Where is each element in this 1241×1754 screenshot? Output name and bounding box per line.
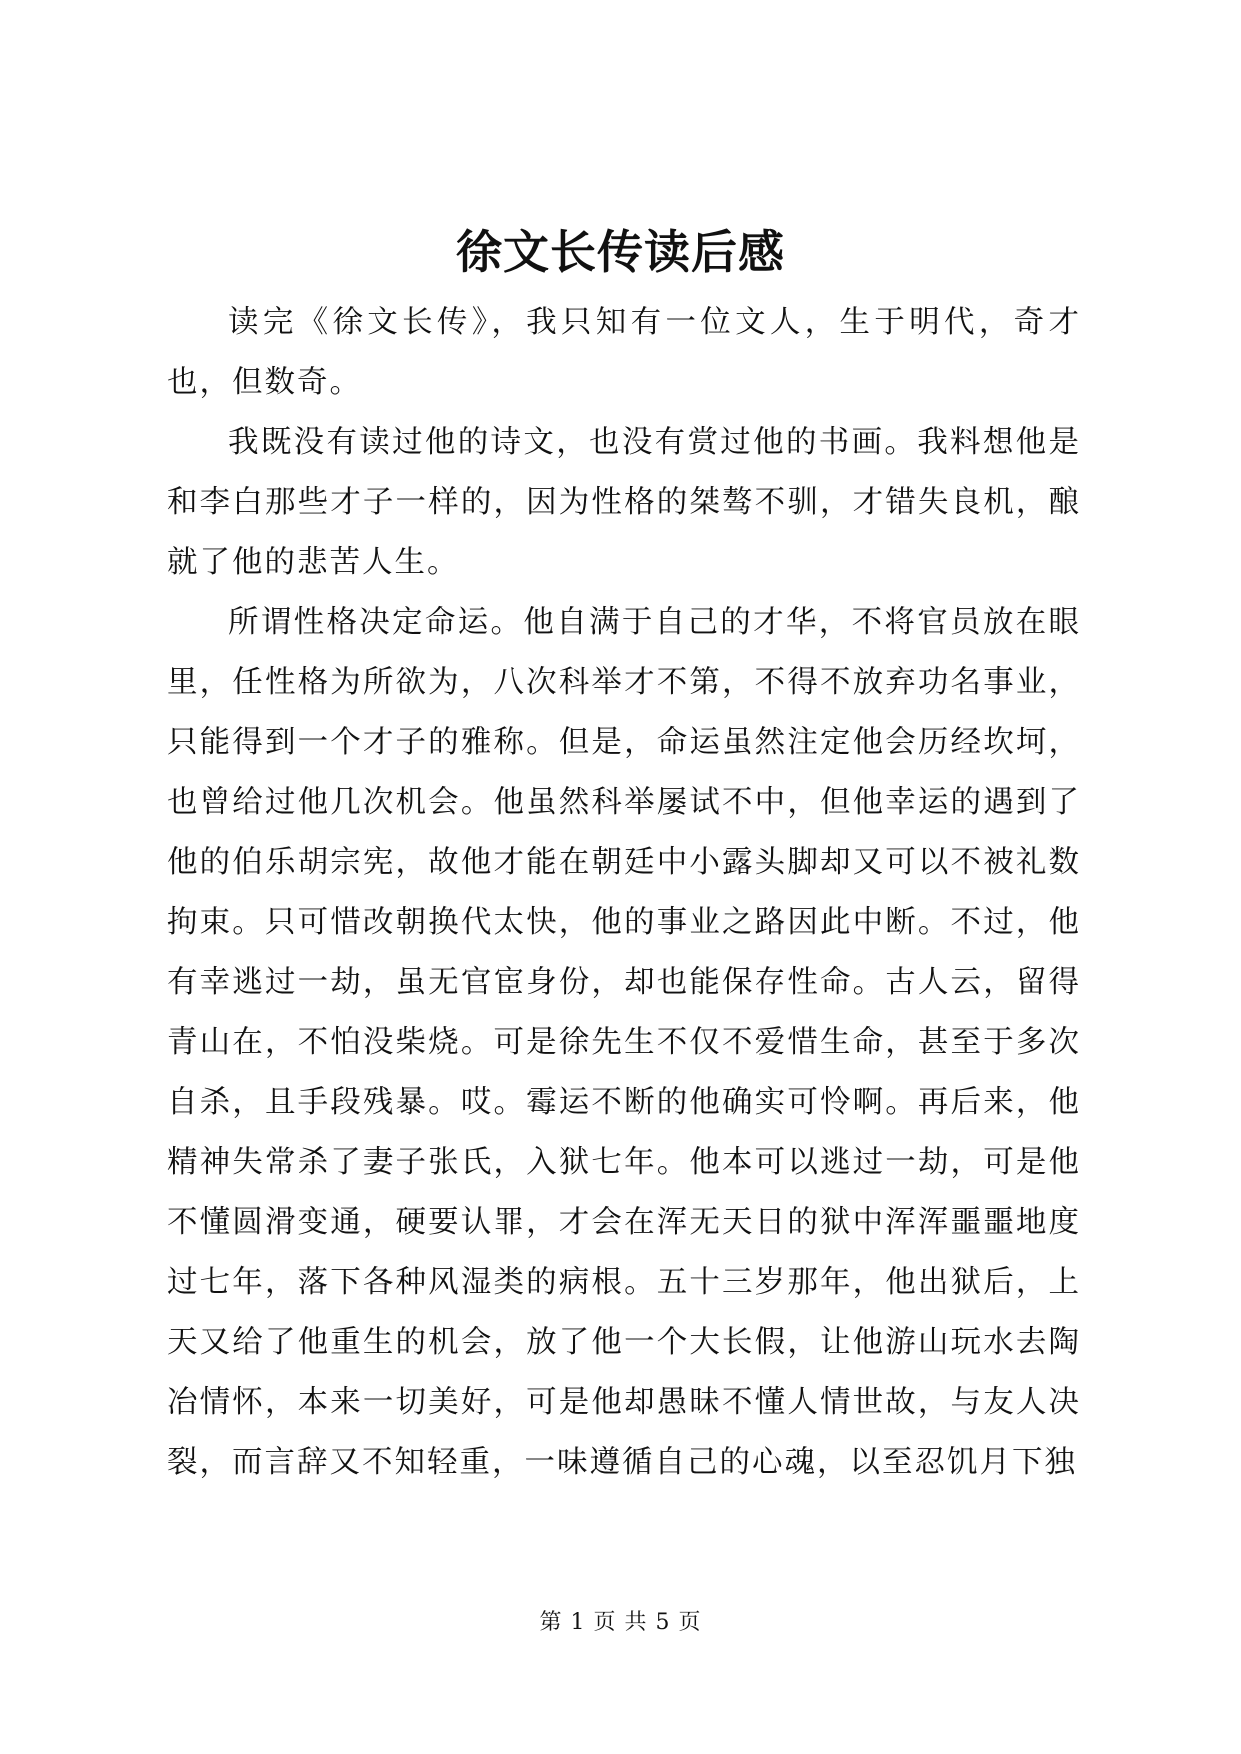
paragraph-3: 所谓性格决定命运。他自满于自己的才华，不将官员放在眼里，任性格为所欲为，八次科举才不第，不得不放弃功名事业，只能得到一个才子的雅称。但是，命运虽然注定他会历经坎坷，也曾给过他几次机会。他虽然科举屡试不中，但他幸运的遇到了他的伯乐胡宗宪，故他才能在朝廷中小露头脚却又可以不被礼数拘束。只可惜改朝换代太快，他的事业之路因此中断。不过，他有幸逃过一劫，虽无官宦身份，却也能保存性命。古人云，留得青山在，不怕没柴烧。可是徐先生不仅不爱惜生命，甚至于多次自杀，且手段残暴。哎。霉运不断的他确实可怜啊。再后来，他精神失常杀了妻子张氏，入狱七年。他本可以逃过一劫，可是他不懂圆滑变通，硬要认罪，才会在浑无天日的狱中浑浑噩噩地度过七年，落下各种风湿类的病根。五十三岁那年，他出狱后，上天又给了他重生的机会，放了他一个大长假，让他游山玩水去陶冶情怀，本来一切美好，可是他却愚昧不懂人情世故，与友人决裂，而言辞又不知轻重，一味遵循自己的心魂，以至忍饥月下独 <box>167 605 1081 1480</box>
document-body <box>167 293 1081 1493</box>
paragraph-1: 读完《徐文长传》，我只知有一位文人，生于明代，奇才也，但数奇。 <box>167 305 1081 400</box>
paragraph-2: 我既没有读过他的诗文，也没有赏过他的书画。我料想他是和李白那些才子一样的，因为性格的桀骜不驯，才错失良机，酿就了他的悲苦人生。 <box>167 425 1081 580</box>
document-title: 徐文长传读后感 <box>456 225 785 279</box>
page-footer: 第 1 页 共 5 页 <box>539 1610 702 1635</box>
